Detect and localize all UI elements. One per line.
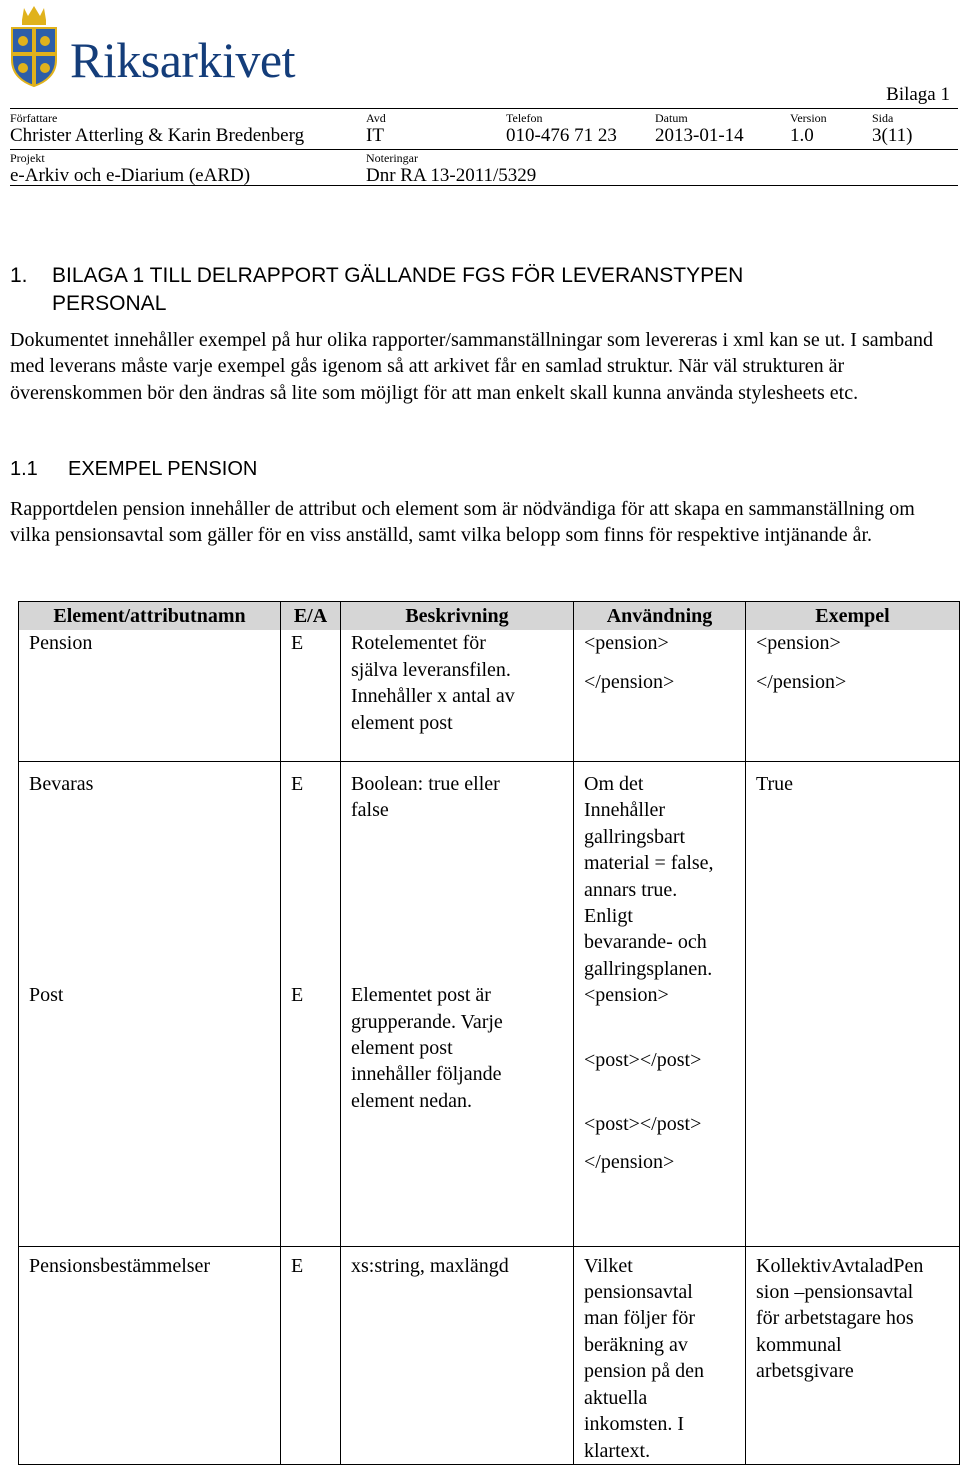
usage-line: <pension>: [584, 984, 669, 1007]
column-header: Exempel: [746, 602, 960, 631]
dept-value: IT: [366, 125, 384, 146]
description-line: själva leveransfilen.: [351, 658, 511, 681]
notes-label: Noteringar: [366, 151, 418, 165]
table-row: [19, 1246, 960, 1464]
section-title-line: BILAGA 1 TILL DELRAPPORT GÄLLANDE FGS FÖR LEVERANSTYPEN: [52, 264, 744, 287]
spacer: [584, 1073, 741, 1111]
subsection-heading: [10, 456, 257, 482]
usage-line: pensionsavtal: [584, 1281, 693, 1304]
phone-label: Telefon: [506, 111, 543, 125]
author-label: Författare: [10, 111, 58, 125]
usage-line: Vilket: [584, 1254, 633, 1277]
description-line: Innehåller x antal av: [351, 685, 515, 708]
subsection-number: 1.1: [10, 458, 38, 480]
column-header: Beskrivning: [341, 602, 574, 631]
version-cell: [790, 111, 827, 147]
description-line: innehåller följande: [351, 1063, 502, 1086]
phone-value: 010-476 71 23: [506, 125, 617, 146]
column-header: Användning: [574, 602, 746, 631]
org-name: Riksarkivet: [70, 32, 296, 88]
author-value: Christer Atterling & Karin Bredenberg: [10, 125, 305, 146]
description-line: xs:string, maxlängd: [351, 1254, 509, 1277]
description-line: element nedan.: [351, 1089, 473, 1112]
example-cell: [746, 982, 960, 1246]
subsection-title: EXEMPEL PENSION: [68, 458, 258, 480]
spacer: [756, 657, 955, 669]
example-cell: [746, 1246, 960, 1464]
usage-line: aktuella: [584, 1386, 648, 1409]
bilaga-label: Bilaga 1: [886, 84, 950, 105]
description-line: element post: [351, 711, 453, 734]
ea-cell: E: [281, 1246, 341, 1464]
crest-icon: [10, 4, 58, 88]
description-line: grupperande. Varje: [351, 1010, 503, 1033]
description-cell: [341, 761, 574, 982]
section-number: 1.: [10, 264, 28, 287]
description-cell: [341, 1246, 574, 1464]
usage-line: </pension>: [584, 1151, 675, 1174]
page-value: 3(11): [872, 125, 913, 146]
table-header-row: [19, 602, 960, 631]
element-name-cell: Post: [19, 982, 281, 1246]
dept-cell: [366, 111, 386, 147]
usage-line: </pension>: [584, 670, 675, 693]
version-label: Version: [790, 111, 827, 125]
example-line: True: [756, 772, 794, 795]
description-line: Elementet post är: [351, 984, 491, 1007]
notes-cell: [366, 151, 536, 187]
date-label: Datum: [655, 111, 688, 125]
usage-line: <pension>: [584, 632, 669, 655]
version-value: 1.0: [790, 125, 814, 146]
usage-cell: [574, 1246, 746, 1464]
column-header: E/A: [281, 602, 341, 631]
element-table: [18, 601, 960, 1465]
description-line: false: [351, 799, 389, 822]
example-line: sion –pensionsavtal: [756, 1281, 914, 1304]
example-cell: [746, 630, 960, 761]
date-value: 2013-01-14: [655, 125, 744, 146]
element-name-cell: Bevaras: [19, 761, 281, 982]
usage-line: annars true.: [584, 878, 678, 901]
section-heading: [10, 262, 950, 318]
usage-line: Innehåller: [584, 799, 666, 822]
spacer: [584, 1137, 741, 1149]
example-line: för arbetstagare hos: [756, 1307, 914, 1330]
usage-cell: [574, 761, 746, 982]
description-line: element post: [351, 1036, 453, 1059]
riksarkivet-logo: [10, 4, 300, 88]
table-row: [19, 982, 960, 1246]
date-cell: [655, 111, 744, 147]
project-value: e-Arkiv och e-Diarium (eARD): [10, 165, 251, 186]
usage-line: klartext.: [584, 1439, 651, 1462]
example-line: KollektivAvtaladPen: [756, 1254, 924, 1277]
ea-cell: E: [281, 630, 341, 761]
example-line: <pension>: [756, 632, 841, 655]
usage-line: Om det: [584, 772, 644, 795]
usage-line: material = false,: [584, 852, 714, 875]
description-line: Rotelementet för: [351, 632, 486, 655]
page-label: Sida: [872, 111, 894, 125]
example-line: </pension>: [756, 670, 847, 693]
table-row: [19, 630, 960, 761]
subsection-paragraph: Rapportdelen pension innehåller de attribut och element som är nödvändiga för att skapa en sammanställning om vilka pensionsavtal som gäller för en viss anställd, samt vilka belopp som finns för respektive intjänande år.: [10, 498, 915, 547]
project-label: Projekt: [10, 151, 45, 165]
element-name-cell: Pensionsbestämmelser: [19, 1246, 281, 1464]
description-line: Boolean: true eller: [351, 772, 500, 795]
document-header: [10, 108, 958, 186]
dept-label: Avd: [366, 111, 386, 125]
usage-line: gallringsplanen.: [584, 957, 713, 980]
spacer: [584, 657, 741, 669]
usage-cell: [574, 982, 746, 1246]
project-cell: [10, 151, 250, 187]
usage-line: beräkning av: [584, 1333, 688, 1356]
page-cell: [872, 111, 912, 147]
element-name-cell: Pension: [19, 630, 281, 761]
usage-line: <post></post>: [584, 1048, 702, 1071]
section-title: [52, 262, 743, 318]
usage-line: inkomsten. I: [584, 1413, 684, 1436]
section-title-line: PERSONAL: [52, 292, 167, 315]
example-line: kommunal: [756, 1333, 842, 1356]
example-line: arbetsgivare: [756, 1360, 854, 1383]
usage-cell: [574, 630, 746, 761]
usage-line: <post></post>: [584, 1112, 702, 1135]
phone-cell: [506, 111, 617, 147]
usage-line: Enligt: [584, 904, 633, 927]
usage-line: bevarande- och: [584, 931, 707, 954]
spacer: [584, 1009, 741, 1047]
example-cell: [746, 761, 960, 982]
notes-value: Dnr RA 13-2011/5329: [366, 165, 537, 186]
header-divider: [10, 149, 958, 150]
description-cell: [341, 630, 574, 761]
author-cell: [10, 111, 304, 147]
ea-cell: E: [281, 982, 341, 1246]
description-cell: [341, 982, 574, 1246]
section-paragraph: Dokumentet innehåller exempel på hur olika rapporter/sammanställningar som levereras i xml kan se ut. I samband med leverans måste varje exempel gås igenom så att arkivet får en samlad struktur. När väl strukturen är överenskommen bör den ändras så lite som möjligt för att man enkelt skall kunna använda stylesheets etc.: [10, 329, 934, 404]
usage-line: pension på den: [584, 1360, 704, 1383]
usage-line: gallringsbart: [584, 825, 686, 848]
usage-line: man följer för: [584, 1307, 696, 1330]
column-header: Element/attributnamn: [19, 602, 281, 631]
ea-cell: E: [281, 761, 341, 982]
table-row: [19, 761, 960, 982]
